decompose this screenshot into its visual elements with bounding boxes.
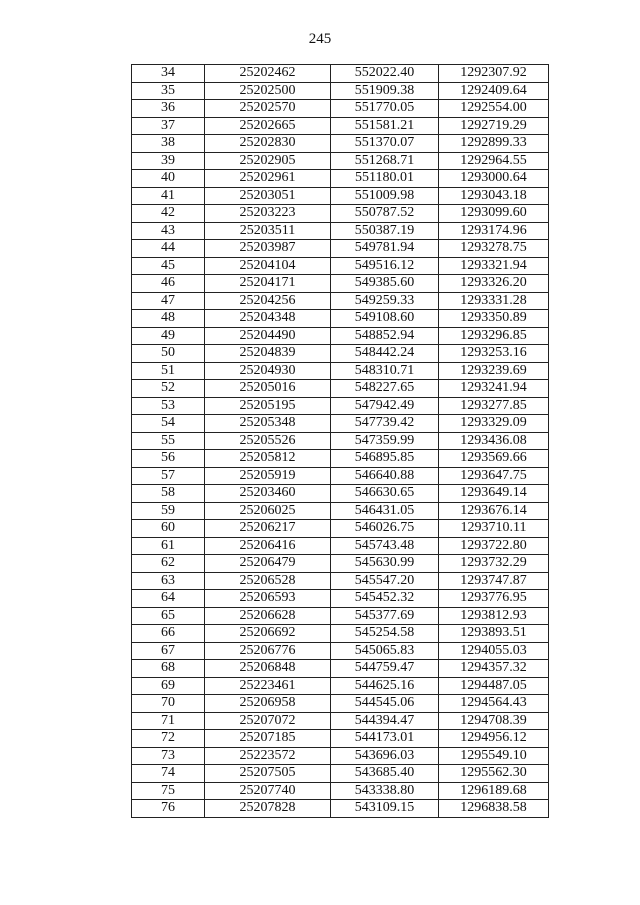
point-id-cell: 25207828 — [205, 800, 331, 818]
point-id-cell: 25207505 — [205, 765, 331, 783]
y-coordinate-cell: 1292964.55 — [439, 152, 549, 170]
table-row — [132, 380, 549, 398]
point-number-cell: 38 — [132, 135, 205, 153]
x-coordinate-cell: 546895.85 — [331, 450, 439, 468]
table-row — [132, 100, 549, 118]
x-coordinate-cell: 551268.71 — [331, 152, 439, 170]
point-number-cell: 58 — [132, 485, 205, 503]
point-id-cell: 25202961 — [205, 170, 331, 188]
y-coordinate-cell: 1293239.69 — [439, 362, 549, 380]
x-coordinate-cell: 544394.47 — [331, 712, 439, 730]
table-row — [132, 187, 549, 205]
point-number-cell: 68 — [132, 660, 205, 678]
point-number-cell: 76 — [132, 800, 205, 818]
point-id-cell: 25204171 — [205, 275, 331, 293]
table-row — [132, 362, 549, 380]
table-row — [132, 170, 549, 188]
point-id-cell: 25206958 — [205, 695, 331, 713]
table-row — [132, 572, 549, 590]
table-row — [132, 240, 549, 258]
point-number-cell: 48 — [132, 310, 205, 328]
point-number-cell: 72 — [132, 730, 205, 748]
y-coordinate-cell: 1293241.94 — [439, 380, 549, 398]
point-number-cell: 71 — [132, 712, 205, 730]
point-id-cell: 25202462 — [205, 65, 331, 83]
x-coordinate-cell: 550787.52 — [331, 205, 439, 223]
point-id-cell: 25205919 — [205, 467, 331, 485]
y-coordinate-cell: 1294357.32 — [439, 660, 549, 678]
y-coordinate-cell: 1293436.08 — [439, 432, 549, 450]
point-number-cell: 47 — [132, 292, 205, 310]
table-row — [132, 520, 549, 538]
point-id-cell: 25204348 — [205, 310, 331, 328]
x-coordinate-cell: 545743.48 — [331, 537, 439, 555]
point-number-cell: 53 — [132, 397, 205, 415]
table-row — [132, 397, 549, 415]
y-coordinate-cell: 1293647.75 — [439, 467, 549, 485]
x-coordinate-cell: 546640.88 — [331, 467, 439, 485]
x-coordinate-cell: 552022.40 — [331, 65, 439, 83]
point-id-cell: 25204839 — [205, 345, 331, 363]
y-coordinate-cell: 1293331.28 — [439, 292, 549, 310]
table-row — [132, 765, 549, 783]
y-coordinate-cell: 1293277.85 — [439, 397, 549, 415]
table-row — [132, 327, 549, 345]
table-row — [132, 82, 549, 100]
point-number-cell: 43 — [132, 222, 205, 240]
point-number-cell: 41 — [132, 187, 205, 205]
y-coordinate-cell: 1293722.80 — [439, 537, 549, 555]
table-row — [132, 590, 549, 608]
point-number-cell: 52 — [132, 380, 205, 398]
x-coordinate-cell: 545547.20 — [331, 572, 439, 590]
y-coordinate-cell: 1296189.68 — [439, 782, 549, 800]
y-coordinate-cell: 1293296.85 — [439, 327, 549, 345]
point-number-cell: 45 — [132, 257, 205, 275]
point-number-cell: 70 — [132, 695, 205, 713]
table-row — [132, 432, 549, 450]
y-coordinate-cell: 1293321.94 — [439, 257, 549, 275]
y-coordinate-cell: 1294708.39 — [439, 712, 549, 730]
y-coordinate-cell: 1293278.75 — [439, 240, 549, 258]
point-number-cell: 37 — [132, 117, 205, 135]
point-number-cell: 60 — [132, 520, 205, 538]
point-number-cell: 35 — [132, 82, 205, 100]
point-number-cell: 50 — [132, 345, 205, 363]
table-row — [132, 222, 549, 240]
point-id-cell: 25206692 — [205, 625, 331, 643]
y-coordinate-cell: 1293776.95 — [439, 590, 549, 608]
point-number-cell: 40 — [132, 170, 205, 188]
x-coordinate-cell: 551909.38 — [331, 82, 439, 100]
point-number-cell: 46 — [132, 275, 205, 293]
point-id-cell: 25204930 — [205, 362, 331, 380]
coordinates-table — [131, 64, 549, 818]
y-coordinate-cell: 1294487.05 — [439, 677, 549, 695]
x-coordinate-cell: 545377.69 — [331, 607, 439, 625]
point-number-cell: 74 — [132, 765, 205, 783]
table-body — [132, 65, 549, 818]
point-id-cell: 25207185 — [205, 730, 331, 748]
x-coordinate-cell: 549108.60 — [331, 310, 439, 328]
point-number-cell: 51 — [132, 362, 205, 380]
table-row — [132, 660, 549, 678]
point-number-cell: 54 — [132, 415, 205, 433]
table-row — [132, 450, 549, 468]
point-id-cell: 25207740 — [205, 782, 331, 800]
table-row — [132, 415, 549, 433]
point-number-cell: 59 — [132, 502, 205, 520]
point-number-cell: 49 — [132, 327, 205, 345]
y-coordinate-cell: 1293099.60 — [439, 205, 549, 223]
x-coordinate-cell: 551770.05 — [331, 100, 439, 118]
point-number-cell: 61 — [132, 537, 205, 555]
y-coordinate-cell: 1292307.92 — [439, 65, 549, 83]
y-coordinate-cell: 1292719.29 — [439, 117, 549, 135]
table-row — [132, 782, 549, 800]
table-row — [132, 345, 549, 363]
point-id-cell: 25205526 — [205, 432, 331, 450]
table-row — [132, 467, 549, 485]
point-id-cell: 25202830 — [205, 135, 331, 153]
y-coordinate-cell: 1293253.16 — [439, 345, 549, 363]
point-id-cell: 25202665 — [205, 117, 331, 135]
x-coordinate-cell: 544625.16 — [331, 677, 439, 695]
point-id-cell: 25203223 — [205, 205, 331, 223]
point-id-cell: 25206628 — [205, 607, 331, 625]
point-number-cell: 39 — [132, 152, 205, 170]
point-number-cell: 42 — [132, 205, 205, 223]
table-row — [132, 152, 549, 170]
y-coordinate-cell: 1293893.51 — [439, 625, 549, 643]
point-number-cell: 67 — [132, 642, 205, 660]
point-id-cell: 25205812 — [205, 450, 331, 468]
y-coordinate-cell: 1293710.11 — [439, 520, 549, 538]
point-id-cell: 25203511 — [205, 222, 331, 240]
point-id-cell: 25204256 — [205, 292, 331, 310]
point-id-cell: 25203987 — [205, 240, 331, 258]
x-coordinate-cell: 548852.94 — [331, 327, 439, 345]
x-coordinate-cell: 544759.47 — [331, 660, 439, 678]
point-id-cell: 25203460 — [205, 485, 331, 503]
x-coordinate-cell: 545452.32 — [331, 590, 439, 608]
table-row — [132, 712, 549, 730]
x-coordinate-cell: 551009.98 — [331, 187, 439, 205]
point-id-cell: 25204104 — [205, 257, 331, 275]
page-number: 245 — [308, 31, 332, 47]
point-id-cell: 25206528 — [205, 572, 331, 590]
point-number-cell: 69 — [132, 677, 205, 695]
x-coordinate-cell: 549781.94 — [331, 240, 439, 258]
point-number-cell: 34 — [132, 65, 205, 83]
x-coordinate-cell: 550387.19 — [331, 222, 439, 240]
x-coordinate-cell: 549259.33 — [331, 292, 439, 310]
point-id-cell: 25202570 — [205, 100, 331, 118]
y-coordinate-cell: 1294956.12 — [439, 730, 549, 748]
table-row — [132, 205, 549, 223]
y-coordinate-cell: 1293747.87 — [439, 572, 549, 590]
point-id-cell: 25206416 — [205, 537, 331, 555]
point-number-cell: 64 — [132, 590, 205, 608]
point-id-cell: 25206593 — [205, 590, 331, 608]
table-row — [132, 677, 549, 695]
y-coordinate-cell: 1293569.66 — [439, 450, 549, 468]
y-coordinate-cell: 1293649.14 — [439, 485, 549, 503]
x-coordinate-cell: 547739.42 — [331, 415, 439, 433]
x-coordinate-cell: 545065.83 — [331, 642, 439, 660]
x-coordinate-cell: 547359.99 — [331, 432, 439, 450]
y-coordinate-cell: 1293350.89 — [439, 310, 549, 328]
x-coordinate-cell: 548310.71 — [331, 362, 439, 380]
y-coordinate-cell: 1296838.58 — [439, 800, 549, 818]
x-coordinate-cell: 544173.01 — [331, 730, 439, 748]
table-row — [132, 800, 549, 818]
point-id-cell: 25207072 — [205, 712, 331, 730]
point-id-cell: 25206025 — [205, 502, 331, 520]
point-id-cell: 25204490 — [205, 327, 331, 345]
x-coordinate-cell: 545630.99 — [331, 555, 439, 573]
table-row — [132, 555, 549, 573]
y-coordinate-cell: 1294564.43 — [439, 695, 549, 713]
y-coordinate-cell: 1292554.00 — [439, 100, 549, 118]
x-coordinate-cell: 546431.05 — [331, 502, 439, 520]
table-row — [132, 292, 549, 310]
y-coordinate-cell: 1292899.33 — [439, 135, 549, 153]
x-coordinate-cell: 551180.01 — [331, 170, 439, 188]
table-row — [132, 310, 549, 328]
point-number-cell: 62 — [132, 555, 205, 573]
y-coordinate-cell: 1293174.96 — [439, 222, 549, 240]
table-row — [132, 117, 549, 135]
x-coordinate-cell: 544545.06 — [331, 695, 439, 713]
x-coordinate-cell: 543696.03 — [331, 747, 439, 765]
x-coordinate-cell: 545254.58 — [331, 625, 439, 643]
x-coordinate-cell: 543685.40 — [331, 765, 439, 783]
point-id-cell: 25206848 — [205, 660, 331, 678]
point-id-cell: 25206776 — [205, 642, 331, 660]
point-number-cell: 63 — [132, 572, 205, 590]
x-coordinate-cell: 543338.80 — [331, 782, 439, 800]
table-row — [132, 642, 549, 660]
point-number-cell: 55 — [132, 432, 205, 450]
x-coordinate-cell: 543109.15 — [331, 800, 439, 818]
x-coordinate-cell: 547942.49 — [331, 397, 439, 415]
point-id-cell: 25205348 — [205, 415, 331, 433]
point-number-cell: 73 — [132, 747, 205, 765]
x-coordinate-cell: 549385.60 — [331, 275, 439, 293]
y-coordinate-cell: 1293812.93 — [439, 607, 549, 625]
point-number-cell: 56 — [132, 450, 205, 468]
table-row — [132, 537, 549, 555]
x-coordinate-cell: 546630.65 — [331, 485, 439, 503]
y-coordinate-cell: 1293329.09 — [439, 415, 549, 433]
point-number-cell: 36 — [132, 100, 205, 118]
y-coordinate-cell: 1293676.14 — [439, 502, 549, 520]
table-row — [132, 275, 549, 293]
point-number-cell: 57 — [132, 467, 205, 485]
x-coordinate-cell: 551581.21 — [331, 117, 439, 135]
point-number-cell: 75 — [132, 782, 205, 800]
y-coordinate-cell: 1293326.20 — [439, 275, 549, 293]
y-coordinate-cell: 1295562.30 — [439, 765, 549, 783]
point-number-cell: 66 — [132, 625, 205, 643]
y-coordinate-cell: 1293732.29 — [439, 555, 549, 573]
point-id-cell: 25202500 — [205, 82, 331, 100]
point-number-cell: 65 — [132, 607, 205, 625]
point-id-cell: 25206479 — [205, 555, 331, 573]
y-coordinate-cell: 1293043.18 — [439, 187, 549, 205]
table-row — [132, 135, 549, 153]
table-row — [132, 607, 549, 625]
y-coordinate-cell: 1295549.10 — [439, 747, 549, 765]
table-row — [132, 695, 549, 713]
point-id-cell: 25202905 — [205, 152, 331, 170]
point-id-cell: 25223461 — [205, 677, 331, 695]
table-row — [132, 625, 549, 643]
x-coordinate-cell: 548442.24 — [331, 345, 439, 363]
table-row — [132, 747, 549, 765]
y-coordinate-cell: 1292409.64 — [439, 82, 549, 100]
table-row — [132, 65, 549, 83]
y-coordinate-cell: 1294055.03 — [439, 642, 549, 660]
point-id-cell: 25203051 — [205, 187, 331, 205]
table-row — [132, 502, 549, 520]
x-coordinate-cell: 548227.65 — [331, 380, 439, 398]
table-row — [132, 257, 549, 275]
x-coordinate-cell: 551370.07 — [331, 135, 439, 153]
point-number-cell: 44 — [132, 240, 205, 258]
x-coordinate-cell: 546026.75 — [331, 520, 439, 538]
table-row — [132, 730, 549, 748]
y-coordinate-cell: 1293000.64 — [439, 170, 549, 188]
point-id-cell: 25206217 — [205, 520, 331, 538]
point-id-cell: 25205016 — [205, 380, 331, 398]
x-coordinate-cell: 549516.12 — [331, 257, 439, 275]
point-id-cell: 25223572 — [205, 747, 331, 765]
point-id-cell: 25205195 — [205, 397, 331, 415]
table-row — [132, 485, 549, 503]
